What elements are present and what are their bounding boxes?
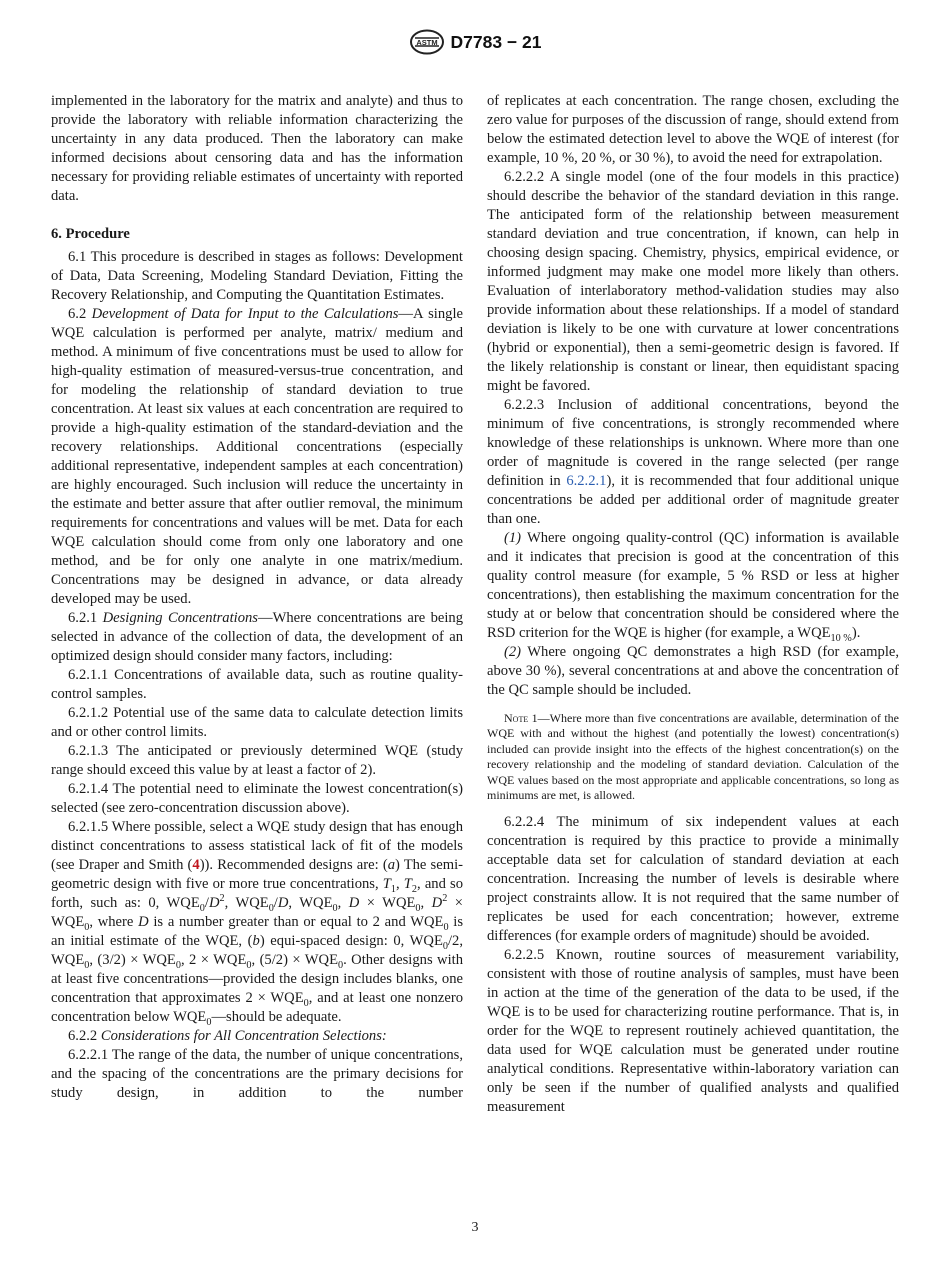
note-label: Note [504,711,529,725]
text-run: of replicates at each concentration. The range chosen, excluding the zero value for purposes of the discussion of range, should extend from below the estimated detection level to above the WQE of interest (for example, 10 %, 20 %, or 30 %), to avoid the need for extrapolation. [487,93,899,166]
paragraph [51,704,463,742]
text-run: 6.2.2.2 A single model (one of the four models in this practice) should describe the behavior of the standard deviation in this range. The anticipated form of the relationship between measurement standard deviation and true concentration, if known, can help in choosing design spacing. Chemistry, physics, empirical evidence, or informed judgment may make one model more likely than others. Evaluation of interlaboratory method-validation studies may also provide information about these relationships. If a model of standard deviation is likely to be one with curvature at lower concentrations (hybrid or exponential), then a semi-geometric design is favored. If the likely relationship is constant or linear, then equidistant spacing might be favored. [487,169,899,394]
subscript-text: 0 [175,959,181,971]
paragraph [51,609,463,666]
text-run: ), it is recommended that four additional unique concentrations be added per additional order of magnitude greater than one. [487,473,899,527]
page-number: 3 [471,1220,479,1235]
supscript-text: 2 [442,893,448,905]
section-link[interactable]: 6.2.2.1 [566,473,607,489]
text-run: 6.2.1.1 Concentrations of available data, such as routine quality-control samples. [51,667,463,702]
text-run: 6.1 This procedure is described in stages as follows: Development of Data, Data Screening, Modeling Standard Deviation, Fitting the Recovery Relationship, and Computing the Quantitation Estimates. [51,249,463,303]
text-run: 1—Where more than five concentrations are available, determination of the WQE with and without the highest (and potentially the lowest) concentration(s) included can provide insight into the effects of the highest concentration(s) on the recovery relationship and the modeling of standard deviation. Calculation of the WQE values based on the most appropriate and applicable concentrations, so long as minimums are met, is allowed. [487,711,899,803]
subscript-text: 10 % [830,632,852,644]
paragraph [51,742,463,780]
italic-text: T [403,876,412,892]
paragraph [487,168,899,396]
right-column [487,92,899,1117]
paragraph [51,305,463,609]
subscript-text: 0 [199,902,205,914]
paragraph [487,643,899,700]
text-run: 6.2.2.3 Inclusion of additional concentrations, beyond the minimum of five concentrations, is strongly recommended where knowledge of these relationships is unknown. Where more than one order of magnitude is covered in the range selected (per range definition in [487,397,899,489]
paragraph [487,396,899,529]
text-run: × WQE [359,895,416,911]
subscript-text: 0 [443,921,449,933]
text-run: 6.2.1 [68,610,103,626]
text-run: , and so forth, such as: 0, WQE [51,876,464,911]
reference-link[interactable]: 4 [192,857,200,873]
text-run: , 2 × WQE [180,952,247,968]
subscript-text: 0 [206,1016,212,1028]
text-run: , [420,895,432,911]
paragraph [487,529,899,643]
subscript-text: 0 [268,902,274,914]
paragraph [51,1027,463,1046]
text-run: is a number greater than or equal to 2 and WQE [148,914,444,930]
paragraph [487,813,899,946]
note-paragraph [487,711,899,803]
italic-text: Development of Data for Input to the Calculations [91,306,399,322]
subscript-text: 0 [338,959,344,971]
text-run: 6.2.2.1 The range of the data, the number of unique concentrations, and the spacing of the concentrations are the primary decisions for study design, in addition to the number [51,1047,463,1101]
section-heading [51,225,463,244]
svg-text:ASTM: ASTM [415,38,438,47]
text-run: ). [851,625,861,641]
text-run: 6.2.1.2 Potential use of the same data to calculate detection limits and or other control limits. [51,705,463,740]
text-run: —should be adequate. [211,1009,342,1025]
text-run: ) The semi-geometric design with five or more true concentrations, [51,857,463,892]
subscript-text: 0 [332,902,338,914]
subscript-text: 2 [411,883,418,895]
text-run: —A single WQE calculation is performed per analyte, matrix/ medium and method. A minimum of five concentrations must be used to allow for high-quality estimation of measured-versus-true concentration, and for modeling the relationship of standard deviation to true concentration. At least six values at each concentration are required to provide a high-quality estimation of the standard-deviation and the recovery relationships. Additional concentrations (especially additional representative, independent samples at each concentration) are highly encouraged. Such inclusion will reduce the uncertainty in the estimate and better assure that after outlier removal, the minimum requirements for concentrations and values will be met. Data for each WQE calculation should come from only one laboratory and one method, and be for only one analyte in one matrix/medium. Concentrations may be designed in advance, or data already developed may be used. [51,306,463,607]
text-run: 6.2.2.4 The minimum of six independent values at each concentration is required by this practice to provide a minimally acceptable data set for calculation of standard deviation at each concentration. Increasing the number of levels is desirable where project constraints allow. It is not required that the same number of replicates be used for each concentration; however, extreme differences (for example orders of magnitude) should be avoided. [487,814,899,945]
paragraph [51,818,463,1027]
text-run: 6.2.2 [68,1028,101,1044]
italic-text: Considerations for All Concentration Selections: [100,1028,387,1044]
text-run: 6.2.1.3 The anticipated or previously determined WQE (study range should exceed this value by at least a factor of 2). [51,743,463,778]
italic-text: D [138,914,149,930]
subscript-text: 0 [84,959,90,971]
paragraph [51,666,463,704]
text-run: 6.2.1.5 Where possible, select a WQE study design that has enough distinct concentrations to assess statistical lack of fit of the models (see Draper and Smith ( [51,819,463,873]
text-run: )). Recommended designs are: ( [199,857,388,873]
subscript-text: 0 [442,940,448,952]
text-run: / [204,895,209,911]
text-run: , [337,895,349,911]
text-run: is an initial estimate of the WQE, ( [51,914,464,949]
italic-text: (1) [504,530,522,546]
paragraph [487,946,899,1117]
italic-text: b [252,933,260,949]
text-run: 6.2.1.4 The potential need to eliminate the lowest concentration(s) selected (see zero-concentration discussion above). [51,781,463,816]
astm-logo-icon [409,29,445,55]
supscript-text: 2 [219,893,225,905]
text-run: , WQE [288,895,333,911]
italic-text: D [431,895,443,911]
italic-text: Designing Concentrations [102,610,258,626]
subscript-text: 0 [84,921,90,933]
subscript-text: 0 [246,959,252,971]
paragraph [51,1046,463,1103]
text-run: , where [89,914,139,930]
text-run: Where ongoing quality-control (QC) information is available and it indicates that precision is good at the concentration of this quality control measure (for example, 5 % RSD or less at higher concentrations), then establishing the maximum concentration for the study at or below that concentration should be considered where the RSD criterion for the WQE is higher (for example, a WQE [487,530,899,641]
text-run: —Where concentrations are being selected in advance of the collection of data, the development of an optimized design should consider many factors, including: [51,610,463,664]
page-header [0,28,950,56]
paragraph [51,92,463,206]
text-run: implemented in the laboratory for the matrix and analyte) and thus to provide the laboratory with reliable information characterizing the uncertainty in any data produced. Then the laboratory can make informed decisions about censoring data and has the information necessary for providing reliable estimates of uncertainty with reported data. [51,93,463,204]
text-run: 6.2 [68,306,92,322]
italic-text: D [208,895,220,911]
left-column [51,92,463,1103]
text-run: Where ongoing QC demonstrates a high RSD (for example, above 30 %), several concentrations at and above the concentration of the QC sample should be included. [487,644,899,698]
subscript-text: 0 [303,997,309,1009]
subscript-text: 0 [415,902,421,914]
text-run: , (3/2) × WQE [89,952,176,968]
italic-text: T [382,876,391,892]
italic-text: a [387,857,395,873]
subscript-text: 1 [390,883,396,895]
text-run: , and at least one nonzero concentration below WQE [51,990,464,1025]
text-run: /2, WQE [51,933,463,968]
text-run: , WQE [224,895,269,911]
text-run: , [396,876,404,892]
paragraph [51,248,463,305]
text-run: . Other designs with at least five concentrations—provided the design includes blanks, one concentration that approximates 2 × WQE [51,952,463,1006]
italic-text: D [277,895,289,911]
text-run: , (5/2) × WQE [251,952,338,968]
italic-text: (2) [504,644,522,660]
paragraph [487,92,899,168]
text-run: 6.2.2.5 Known, routine sources of measurement variability, consistent with those of routine analysis of samples, must have been in action at the time of the generation of the data to be used, if the WQE is to be used for characterizing routine performance. That is, in order for the WQE to represent routinely achieved quantitation, the data used for WQE calculation must be generated under routine analytical conditions. Representative within-laboratory variation can only be seen if the number of qualified analysts and qualified measurement [487,947,899,1116]
text-run: ) equi-spaced design: 0, WQE [259,933,443,949]
paragraph [51,780,463,818]
text-run: / [273,895,278,911]
text-run: 6. Procedure [51,226,130,242]
document-designation: D7783 − 21 [450,31,542,52]
italic-text: D [348,895,360,911]
text-run: × WQE [51,895,464,930]
